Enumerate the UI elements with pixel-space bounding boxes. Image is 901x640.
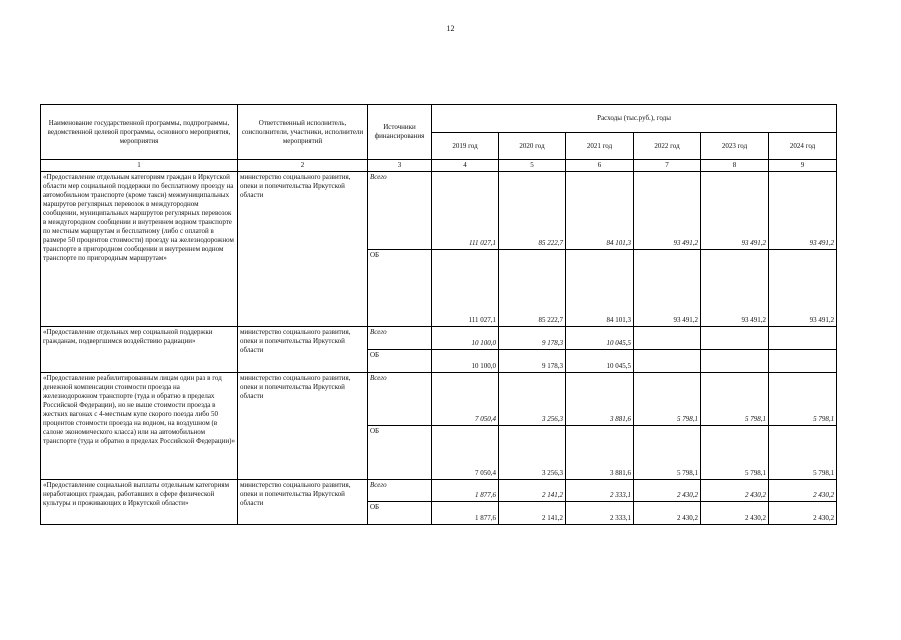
header-year: 2023 год: [701, 133, 769, 160]
ob-value: 10 045,5: [566, 350, 634, 373]
total-value: 93 491,2: [634, 172, 701, 250]
header-year: 2024 год: [769, 133, 837, 160]
table-row: [41, 480, 837, 502]
total-value: 2 333,1: [566, 480, 634, 502]
column-number: 9: [769, 160, 837, 172]
header-year: 2022 год: [634, 133, 701, 160]
total-value: 3 256,3: [499, 373, 566, 426]
header-year: 2019 год: [432, 133, 499, 160]
total-value: 84 101,3: [566, 172, 634, 250]
ob-value: 9 178,3: [499, 350, 566, 373]
source-total-label: Всего: [368, 327, 432, 350]
column-number: 7: [634, 160, 701, 172]
ob-value: 7 050,4: [432, 426, 499, 480]
header-year: 2021 год: [566, 133, 634, 160]
total-value: 2 430,2: [701, 480, 769, 502]
measure-executor: министерство социального развития, опеки и попечительства Иркутской области: [238, 480, 368, 525]
total-value: [634, 327, 701, 350]
header-source: Источники финансирования: [368, 105, 432, 160]
header-year: 2020 год: [499, 133, 566, 160]
source-ob-label: ОБ: [368, 502, 432, 525]
measure-name: «Предоставление отдельных мер социальной поддержки гражданам, подвергшимся воздействию радиации»: [41, 327, 238, 373]
ob-value: [769, 350, 837, 373]
source-ob-label: ОБ: [368, 426, 432, 480]
total-value: 2 430,2: [769, 480, 837, 502]
ob-value: 2 430,2: [634, 502, 701, 525]
ob-value: [701, 350, 769, 373]
total-value: 93 491,2: [701, 172, 769, 250]
column-number-row: [41, 160, 837, 172]
measure-executor: министерство социального развития, опеки и попечительства Иркутской области: [238, 327, 368, 373]
total-value: 85 222,7: [499, 172, 566, 250]
header-name: Наименование государственной программы, подпрограммы, ведомственной целевой программы, основного мероприятия, мероприятия: [41, 105, 238, 160]
ob-value: 93 491,2: [634, 250, 701, 327]
column-number: 3: [368, 160, 432, 172]
total-value: 5 798,1: [634, 373, 701, 426]
total-value: 111 027,1: [432, 172, 499, 250]
header-executor: Ответственный исполнитель, соисполнители, участники, исполнители мероприятий: [238, 105, 368, 160]
ob-value: 2 141,2: [499, 502, 566, 525]
ob-value: 5 798,1: [769, 426, 837, 480]
ob-value: 84 101,3: [566, 250, 634, 327]
source-ob-label: ОБ: [368, 250, 432, 327]
table-row: [41, 172, 837, 250]
total-value: [701, 327, 769, 350]
measure-name: «Предоставление социальной выплаты отдельным категориям неработающих граждан, работавших в сфере физической культуры и проживающих в Иркутской области»: [41, 480, 238, 525]
total-value: 10 045,5: [566, 327, 634, 350]
ob-value: 1 877,6: [432, 502, 499, 525]
ob-value: 3 881,6: [566, 426, 634, 480]
table-row: [41, 327, 837, 350]
source-ob-label: ОБ: [368, 350, 432, 373]
ob-value: 2 430,2: [701, 502, 769, 525]
page-number: 12: [446, 24, 455, 33]
total-value: 9 178,3: [499, 327, 566, 350]
total-value: 1 877,6: [432, 480, 499, 502]
column-number: 1: [41, 160, 238, 172]
column-number: 6: [566, 160, 634, 172]
header-expenses: Расходы (тыс.руб.), годы: [432, 105, 837, 133]
ob-value: 93 491,2: [701, 250, 769, 327]
total-value: 5 798,1: [769, 373, 837, 426]
ob-value: 93 491,2: [769, 250, 837, 327]
ob-value: 5 798,1: [701, 426, 769, 480]
table-row: [41, 373, 837, 426]
total-value: 2 430,2: [634, 480, 701, 502]
ob-value: 85 222,7: [499, 250, 566, 327]
measure-name: «Предоставление отдельным категориям граждан в Иркутской области мер социальной поддержки по бесплатному проезду на автомобильном транспорте (кроме такси) межмуниципальных маршрутов регулярных перевозок в междугородном сообщении, муниципальных маршрутов регулярных перевозок в междугородном сообщении и внутреннем водном транспорте по местным маршрутам и бесплатному (либо с оплатой в размере 50 процентов стоимости) проезду на железнодорожном транспорте в пригородном сообщении и внутреннем водном транспорте по пригородным маршрутам»: [41, 172, 238, 327]
total-value: 10 100,0: [432, 327, 499, 350]
ob-value: 2 430,2: [769, 502, 837, 525]
total-value: 93 491,2: [769, 172, 837, 250]
column-number: 4: [432, 160, 499, 172]
total-value: 2 141,2: [499, 480, 566, 502]
ob-value: 3 256,3: [499, 426, 566, 480]
measure-executor: министерство социального развития, опеки и попечительства Иркутской области: [238, 373, 368, 480]
column-number: 2: [238, 160, 368, 172]
ob-value: 5 798,1: [634, 426, 701, 480]
source-total-label: Всего: [368, 480, 432, 502]
total-value: 7 050,4: [432, 373, 499, 426]
total-value: [769, 327, 837, 350]
ob-value: 10 100,0: [432, 350, 499, 373]
ob-value: 111 027,1: [432, 250, 499, 327]
source-total-label: Всего: [368, 373, 432, 426]
total-value: 3 881,6: [566, 373, 634, 426]
source-total-label: Всего: [368, 172, 432, 250]
measure-name: «Предоставление реабилитированным лицам один раз в год денежной компенсации стоимости проезда на железнодорожном транспорте (туда и обратно в пределах Российской Федерации), но не выше стоимости проезда в жестких вагонах с 4-местным купе скорого поезда либо 50 процентов стоимости проезда на водном, на воздушном (в салоне экономического класса) или на автомобильном транспорте (туда и обратно в пределах Российской Федерации)»: [41, 373, 238, 480]
column-number: 8: [701, 160, 769, 172]
ob-value: [634, 350, 701, 373]
expenses-table: [40, 104, 837, 525]
total-value: 5 798,1: [701, 373, 769, 426]
measure-executor: министерство социального развития, опеки и попечительства Иркутской области: [238, 172, 368, 327]
ob-value: 2 333,1: [566, 502, 634, 525]
column-number: 5: [499, 160, 566, 172]
